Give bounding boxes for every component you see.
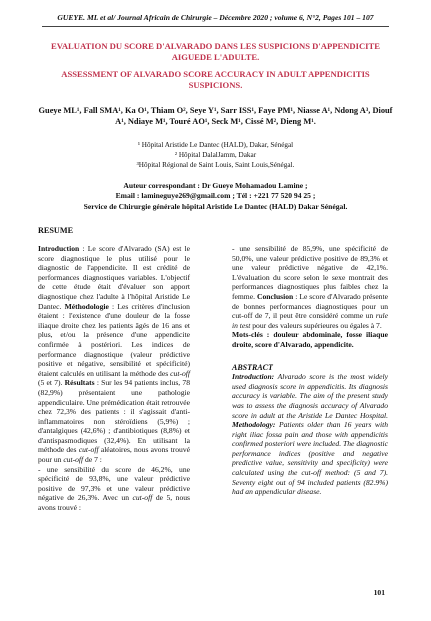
conclusion-text: : Le score d'Alvarado présente de bonnes performances diagnostiques pour un cut-off de 7, il peut être considéré comme un — [232, 291, 388, 321]
keywords: Mots-clés : douleur abdominale, fosse iliaque droite, score d'Alvarado, appendicite. — [232, 330, 388, 349]
service-line: Service de Chirurgie générale hôpital Aristide Le Dantec (HALD) Dakar Sénégal. — [83, 201, 348, 211]
correspondence — [38, 181, 393, 212]
results-continuation — [232, 244, 388, 330]
abstract-paragraph — [232, 372, 388, 497]
results-text: : Sur les 94 patients inclus, 78 (82,9%) présentaient une pathologie appendiculaire. Une prémédication était retrouvée chez 72,3% des patients : il s'agissait d'anti-inflammatoires non stéroïdiens (5,9%) ; d'antalgiques (42,6%) ; d'antibiotiques (8,8%) et d'antispasmodiques (32,4%). En utilisant la méthode des — [38, 378, 191, 455]
method-text: : Les critères d'inclusion étaient : l'existence d'une douleur de la fosse iliaque droite chez les patients âgés de 16 ans et plus, et/ou la présence d'une appendicite confirmée à postériori. Les indices de performance diagnostique (valeur prédictive positive et négative, sensibilité et spécificité) étaient calculés en utilisant la méthode des — [38, 301, 190, 378]
left-column — [38, 244, 190, 513]
conclusion-label: Conclusion — [256, 291, 294, 301]
affiliation-2: ² Hôpital DalalJamm, Dakar — [174, 151, 257, 159]
results-end: de 7 : — [83, 455, 102, 465]
running-header: GUEYE. ML et al/ Journal Africain de Chirurgie – Décembre 2020 ; volume 6, N°2, Pages 101 – 107 — [57, 13, 374, 22]
english-title: ASSESSMENT OF ALVARADO SCORE ACCURACY IN ADULT APPENDICITIS SUSPICIONS. — [61, 69, 370, 90]
method-label: Méthodologie — [64, 301, 109, 311]
intro-label: Introduction — [38, 244, 80, 253]
abstract-method-label: Methodology: — [232, 420, 276, 430]
resume-heading: RESUME — [38, 226, 74, 235]
abstract-heading: ABSTRACT — [232, 362, 273, 372]
contact-line: Email : lamineguye269@gmail.com ; Tél : +221 77 520 94 25 ; — [115, 191, 316, 201]
author-list: Gueye ML¹, Fall SMA¹, Ka O¹, Thiam O², Seye Y¹, Sarr ISS¹, Faye PM¹, Niasse A¹, Ndong A³, Diouf A¹, Ndiaye M¹, Touré AO¹, Seck M¹, Cissé M², Dieng M¹. — [38, 106, 393, 126]
results-mid: aléatoires, nous avons trouvé pour un — [38, 445, 190, 465]
abstract-method-text: Patients older than 16 years with right iliac fossa pain and those with appendicitis confirmed posteriori were included. The diagnostic performance indices (positive and negative predictive value, sensitivity and specificity) were calculated using the cut-off method: (5 and 7). Seventy eight out of 94 included patients (82.9%) had an appendicular disease. — [232, 420, 388, 497]
rule-in-term: rule in test — [232, 311, 388, 330]
results-bullet: - une sensibilité du score de 46,2%, une spécificité de 93,8%, une valeur prédictive positive de 97,3% et une valeur prédictive négative de 26,3%. Avec un cut-off de 5, nous avons trouvé : — [38, 464, 191, 513]
results-bullet-2: - une sensibilité de 85,9%, une spécificité de 50,0%, une valeur prédictive positive de 89,3% et une valeur prédictive négative de 42,1%. L'évaluation du score selon le sexe montrait des performances diagnostiques plus faibles chez la femme. — [232, 244, 388, 301]
abstract-intro-label: Introduction: — [232, 372, 275, 382]
affiliations — [38, 140, 393, 170]
affiliation-3: ³Hôpital Régional de Saint Louis, Saint Louis,Sénégal. — [136, 161, 295, 169]
corresponding-author: Auteur correspondant : Dr Gueye Mohamadou Lamine ; — [123, 181, 308, 190]
french-title: EVALUATION DU SCORE D'ALVARADO DANS LES SUSPICIONS D'APPENDICITE AIGUEDE L'ADULTE. — [51, 41, 380, 62]
conclusion-end: pour des valeurs supérieures ou égales à 7. — [250, 320, 382, 330]
cutoff-term: cut-off — [78, 445, 99, 455]
cutoff-term: cut-off — [63, 455, 84, 465]
intro-text: : Le score d'Alvarado (SA) est le score diagnostique le plus utilisé pour le diagnostic de l'appendicite. Il est crédité de performances diagnostiques variables. L'objectif de cette étude était d'évaluer son apport diagnostique chez l'adulte à l'hôpital Aristide Le Dantec. — [38, 244, 190, 311]
results-label: Résultats — [64, 378, 95, 388]
right-column — [232, 244, 388, 497]
abstract-intro-text: Alvarado score is the most widely used diagnosis score in appendicitis. Its diagnosis accuracy is variable. The aim of the present study was to assess the diagnosis accuracy of Alvarado score in adult at the Aristide Le Dantec Hospital. — [232, 372, 388, 420]
cutoff-term: cut-off — [132, 493, 153, 503]
page-number: 101 — [373, 588, 385, 597]
affiliation-1: ¹ Hôpital Aristide Le Dantec (HALD), Dakar, Sénégal — [137, 141, 294, 149]
cutoff-term: cut-off — [170, 368, 190, 378]
resume-paragraph — [38, 244, 190, 465]
header-rule — [42, 26, 389, 27]
method-end: (5 et 7). — [38, 378, 65, 388]
